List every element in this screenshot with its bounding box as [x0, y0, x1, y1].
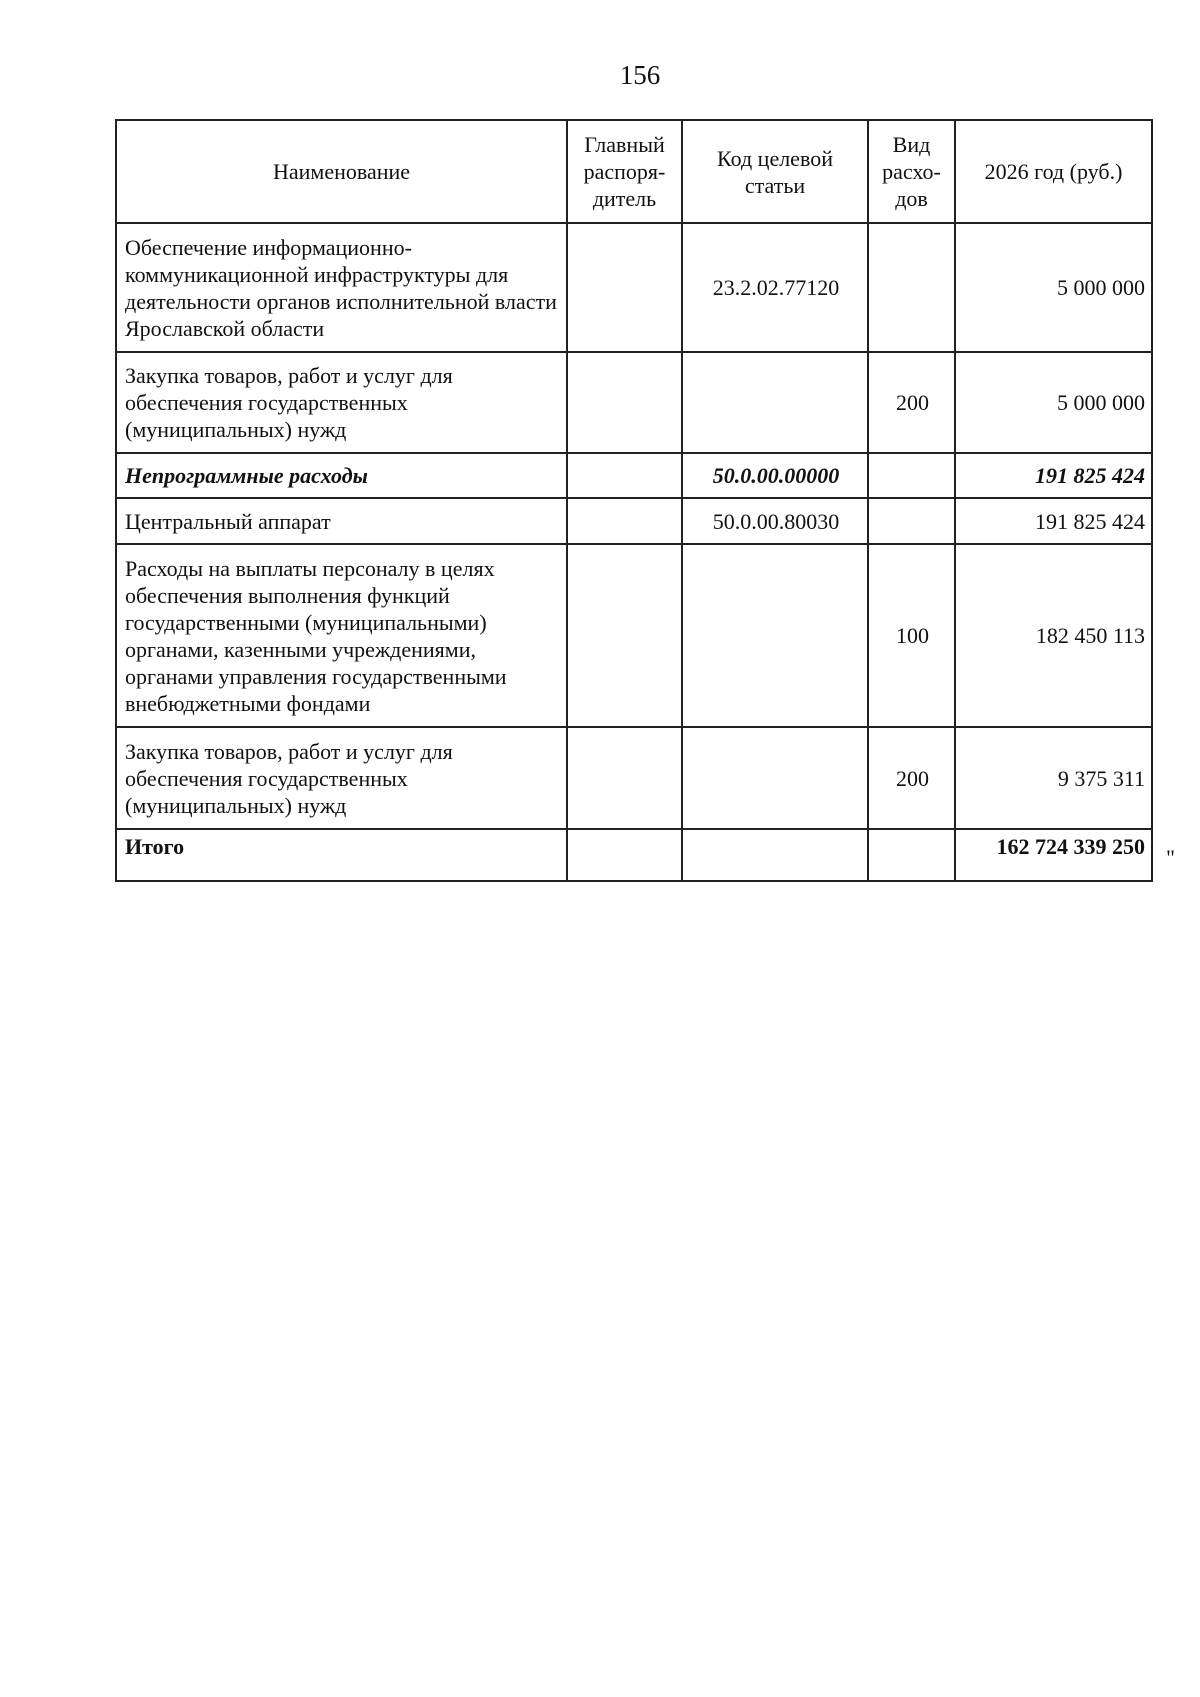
table-row: [116, 352, 1152, 453]
row-manager: [567, 498, 682, 544]
row-code: [682, 352, 868, 453]
row-manager: [567, 223, 682, 352]
row-type: [868, 498, 955, 544]
row-code: 23.2.02.77120: [682, 223, 868, 352]
row-code: [682, 727, 868, 829]
table-row: [116, 727, 1152, 829]
row-name: Центральный аппарат: [116, 498, 567, 544]
row-name: Непрограммные расходы: [116, 453, 567, 498]
row-manager: [567, 453, 682, 498]
total-label: Итого: [116, 829, 567, 881]
total-amount: 162 724 339 250: [955, 829, 1152, 881]
total-code: [682, 829, 868, 881]
table-row: [116, 453, 1152, 498]
table-header-row: [116, 120, 1152, 223]
row-amount: 182 450 113: [955, 544, 1152, 727]
row-amount: 191 825 424: [955, 498, 1152, 544]
total-row: [116, 829, 1152, 881]
row-code: 50.0.00.80030: [682, 498, 868, 544]
row-name: Обеспечение информационно-коммуникационной инфраструктуры для деятельности органов исполнительной власти Ярославской области: [116, 223, 567, 352]
row-manager: [567, 544, 682, 727]
row-code: 50.0.00.00000: [682, 453, 868, 498]
row-amount: 5 000 000: [955, 352, 1152, 453]
header-manager: Главный распоря-дитель: [567, 120, 682, 223]
header-name: Наименование: [116, 120, 567, 223]
row-type: [868, 453, 955, 498]
row-manager: [567, 352, 682, 453]
table-row: [116, 223, 1152, 352]
table-row: [116, 544, 1152, 727]
row-amount: 9 375 311: [955, 727, 1152, 829]
row-amount: 191 825 424: [955, 453, 1152, 498]
row-code: [682, 544, 868, 727]
closing-quote: ": [1166, 845, 1175, 870]
header-code: Код целевой статьи: [682, 120, 868, 223]
header-type: Вид расхо-дов: [868, 120, 955, 223]
row-type: 200: [868, 727, 955, 829]
row-type: [868, 223, 955, 352]
page-number: 156: [619, 60, 661, 90]
row-type: 100: [868, 544, 955, 727]
table-row: [116, 498, 1152, 544]
header-amount: 2026 год (руб.): [955, 120, 1152, 223]
total-type: [868, 829, 955, 881]
row-manager: [567, 727, 682, 829]
row-type: 200: [868, 352, 955, 453]
total-manager: [567, 829, 682, 881]
row-name: Расходы на выплаты персоналу в целях обеспечения выполнения функций государственными (муниципальными) органами, казенными учреждениями, органами управления государственными внебюджетными фондами: [116, 544, 567, 727]
row-amount: 5 000 000: [955, 223, 1152, 352]
row-name: Закупка товаров, работ и услуг для обеспечения государственных (муниципальных) нужд: [116, 727, 567, 829]
row-name: Закупка товаров, работ и услуг для обеспечения государственных (муниципальных) нужд: [116, 352, 567, 453]
budget-table: [115, 119, 1153, 882]
